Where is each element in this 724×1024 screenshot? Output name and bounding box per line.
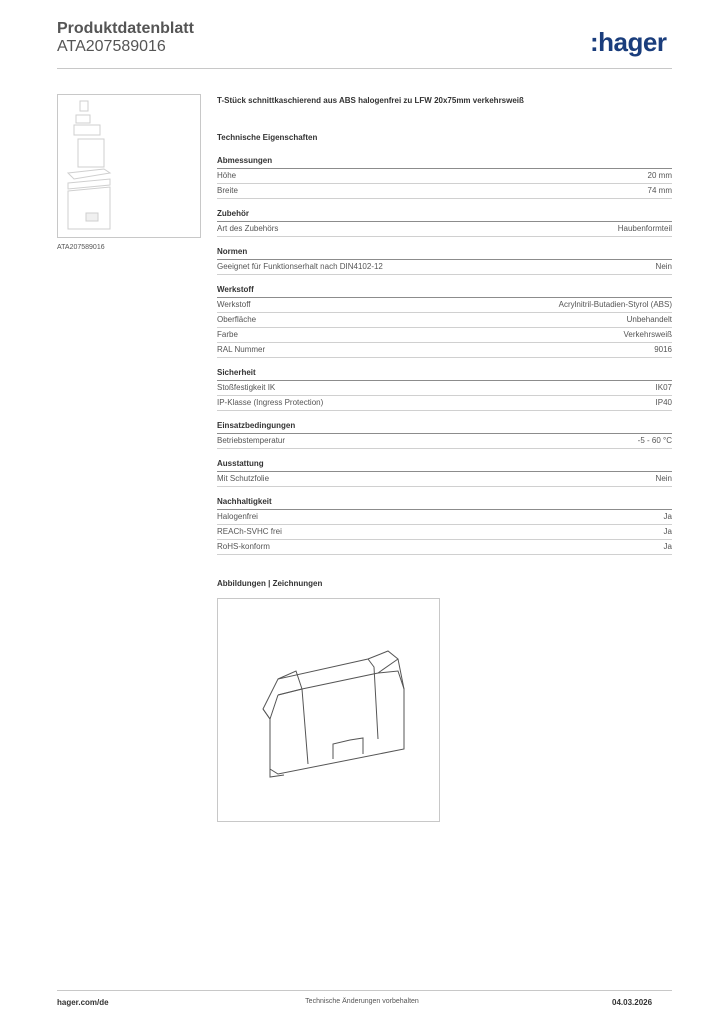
thumbnail-caption: ATA207589016 — [57, 244, 105, 251]
property-value: -5 - 60 °C — [637, 436, 672, 445]
property-label: Werkstoff — [217, 300, 251, 309]
property-row — [217, 328, 672, 343]
group-title: Sicherheit — [217, 368, 672, 381]
property-row — [217, 540, 672, 555]
property-groups — [217, 156, 672, 555]
property-group — [217, 497, 672, 555]
property-value: Nein — [655, 262, 672, 271]
property-value: Nein — [655, 474, 672, 483]
property-row — [217, 260, 672, 275]
property-value: Ja — [663, 527, 672, 536]
property-label: RoHS-konform — [217, 542, 270, 551]
property-label: Breite — [217, 186, 238, 195]
footer-date: 04.03.2026 — [612, 998, 653, 1007]
property-group — [217, 156, 672, 199]
footer-website-link[interactable]: hager.com/de — [57, 998, 109, 1007]
property-value: Haubenformteil — [617, 224, 672, 233]
product-thumbnail — [57, 94, 201, 238]
property-value: IK07 — [655, 383, 672, 392]
property-label: Mit Schutzfolie — [217, 474, 270, 483]
property-label: Oberfläche — [217, 315, 257, 324]
logo-text: hager — [598, 27, 667, 57]
header-divider — [57, 68, 672, 69]
property-value: Verkehrsweiß — [623, 330, 672, 339]
property-group — [217, 247, 672, 275]
group-title: Abmessungen — [217, 156, 672, 169]
property-row — [217, 381, 672, 396]
property-group — [217, 421, 672, 449]
document-title: Produktdatenblatt — [57, 20, 194, 37]
group-title: Normen — [217, 247, 672, 260]
logo-dots-icon: : — [590, 27, 599, 57]
drawing-box — [217, 598, 440, 822]
property-label: REACh-SVHC frei — [217, 527, 282, 536]
group-title: Zubehör — [217, 209, 672, 222]
product-exploded-view-image — [58, 95, 200, 237]
property-value: 9016 — [654, 345, 672, 354]
drawings-heading: Abbildungen | Zeichnungen — [217, 579, 323, 588]
property-label: Höhe — [217, 171, 237, 180]
group-title: Ausstattung — [217, 459, 672, 472]
property-value: Ja — [663, 512, 672, 521]
property-label: Stoßfestigkeit IK — [217, 383, 276, 392]
group-title: Einsatzbedingungen — [217, 421, 672, 434]
property-group — [217, 285, 672, 358]
property-row — [217, 184, 672, 199]
property-row — [217, 472, 672, 487]
property-label: Art des Zubehörs — [217, 224, 279, 233]
property-value: Acrylnitril-Butadien-Styrol (ABS) — [558, 300, 672, 309]
technical-properties-heading: Technische Eigenschaften — [217, 133, 318, 142]
property-value: 20 mm — [647, 171, 672, 180]
property-label: Betriebstemperatur — [217, 436, 286, 445]
property-label: IP-Klasse (Ingress Protection) — [217, 398, 324, 407]
property-value: Ja — [663, 542, 672, 551]
article-number: ATA207589016 — [57, 38, 166, 55]
product-title: T-Stück schnittkaschierend aus ABS halogenfrei zu LFW 20x75mm verkehrsweiß — [217, 96, 524, 105]
product-drawing-image — [218, 599, 439, 821]
property-label: Farbe — [217, 330, 238, 339]
property-row — [217, 434, 672, 449]
property-value: 74 mm — [647, 186, 672, 195]
property-value: IP40 — [655, 398, 672, 407]
group-title: Nachhaltigkeit — [217, 497, 672, 510]
footer-divider — [57, 990, 672, 991]
main-content — [217, 96, 672, 565]
property-row — [217, 343, 672, 358]
property-row — [217, 222, 672, 237]
property-label: Geeignet für Funktionserhalt nach DIN4102-12 — [217, 262, 383, 271]
property-group — [217, 368, 672, 411]
property-row — [217, 313, 672, 328]
property-row — [217, 396, 672, 411]
property-group — [217, 209, 672, 237]
property-group — [217, 459, 672, 487]
footer-disclaimer: Technische Änderungen vorbehalten — [305, 998, 419, 1005]
property-label: Halogenfrei — [217, 512, 258, 521]
group-title: Werkstoff — [217, 285, 672, 298]
property-row — [217, 510, 672, 525]
property-value: Unbehandelt — [626, 315, 672, 324]
property-label: RAL Nummer — [217, 345, 266, 354]
property-row — [217, 169, 672, 184]
property-row — [217, 298, 672, 313]
property-row — [217, 525, 672, 540]
hager-logo — [590, 27, 666, 58]
